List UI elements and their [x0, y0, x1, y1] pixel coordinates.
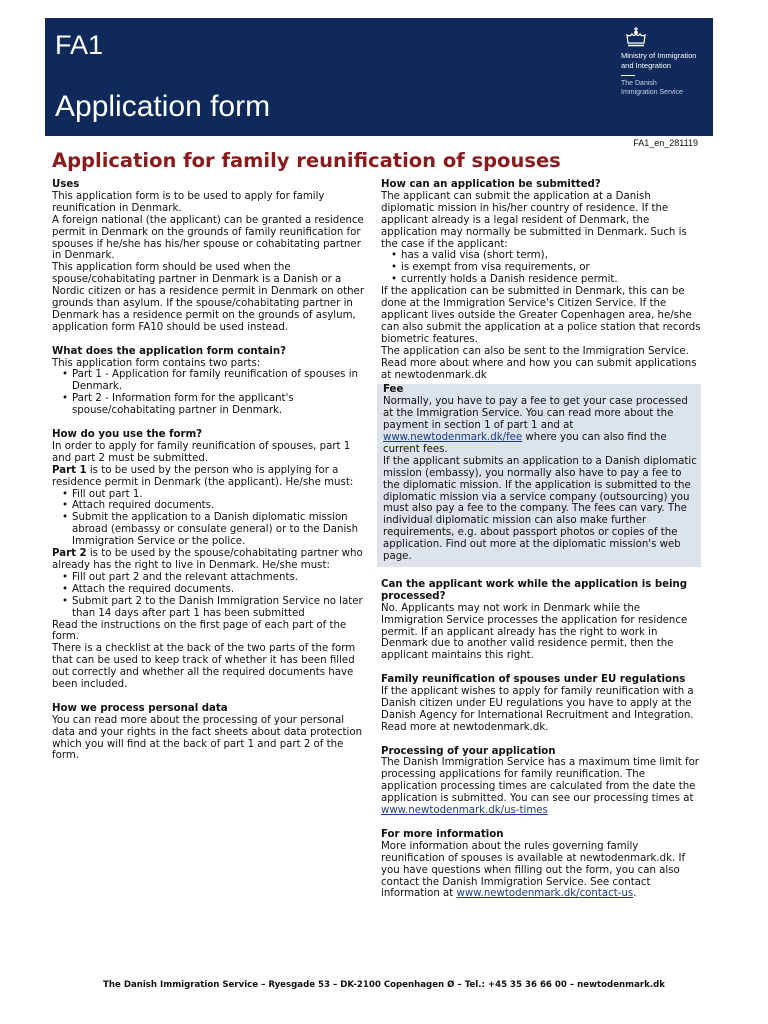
use-heading: How do you use the form? — [52, 429, 203, 440]
part1-text: is to be used by the person who is applying for a residence permit in Denmark (the applicant). He/she must: — [52, 464, 354, 488]
work-heading: Can the applicant work while the application is being processed? — [381, 578, 688, 602]
personal-data-paragraph: You can read more about the processing of your personal data and your rights in the fact sheets about data protection which you will find at the back of part 1 and part 2 of the form. — [52, 714, 363, 762]
list-item: • Part 2 - Information form for the applicant's spouse/cohabitating partner in Denmark. — [62, 393, 368, 417]
more-info-text: More information about the rules governing family reunification of spouses is available at newtodenmark.dk. If you have questions when filling out the form, you can also contact the Danish Immigration Service. See contact information at — [381, 840, 686, 900]
list-item: • currently holds a Danish residence permit. — [391, 274, 701, 286]
list-item: • Fill out part 1. — [62, 489, 368, 501]
form-code: FA1 — [55, 30, 104, 60]
eu-heading: Family reunification of spouses under EU regulations — [381, 674, 686, 686]
fee-paragraph-1 — [383, 396, 697, 456]
checklist-paragraph: There is a checklist at the back of the two parts of the form that can be used to keep track of whether it has been filled out correctly and whether all the required documents have been included. — [52, 643, 356, 691]
uses-paragraph-1: This application form is to be used to apply for family reunification in Denmark. — [52, 190, 325, 214]
contain-intro: This application form contains two parts: — [52, 357, 261, 369]
fee-paragraph-2: If the applicant submits an application to a Danish diplomatic mission (embassy), you normally also have to pay a fee to the diplomatic mission. If the application is submitted to the diplomatic mission via a service company (outsourcing) you must also pay a fee to the company. The fees can vary. The individual diplomatic mission can also make further requirements, e.g. about passport photos or copies of the application. Find out more at the diplomatic mission's web page. — [383, 455, 697, 563]
part2-text: is to be used by the spouse/cohabitating partner who already has the right to live in Denmark. He/she must: — [52, 548, 363, 571]
work-paragraph: No. Applicants may not work in Denmark while the Immigration Service processes the application for residence permit. If an applicant already has the right to work in Denmark due to another valid residence permit, then the applicant maintains this right. — [381, 602, 688, 662]
list-item: • Fill out part 2 and the relevant attachments. — [62, 572, 368, 584]
left-column — [52, 179, 368, 762]
part2-lead: Part 2 — [52, 548, 87, 560]
processing-times-link[interactable]: www.newtodenmark.dk/us-times — [381, 805, 548, 817]
personal-data-heading: How we process personal data — [52, 702, 228, 714]
contain-list — [52, 369, 368, 417]
right-column — [381, 179, 701, 900]
contact-us-link[interactable]: www.newtodenmark.dk/contact-us — [456, 888, 634, 900]
submit-paragraph-1: The applicant can submit the application at a Danish diplomatic mission in his/her country of residence. If the applicant already is a legal resident of Denmark, the application may normally be submitted in Denmark. Such is the case if the applicant: — [381, 190, 687, 250]
crown-icon — [625, 26, 647, 48]
service-name-line2: Immigration Service — [621, 89, 683, 96]
ministry-name-line1: Ministry of Immigration — [621, 51, 697, 60]
processing-heading: Processing of your application — [381, 745, 556, 757]
processing-text: The Danish Immigration Service has a maximum time limit for processing applications for family reunification. The application processing times are calculated from the date the application is submitted. You can see our processing times at — [381, 757, 699, 805]
header-banner — [45, 18, 713, 136]
use-paragraph: In order to apply for family reunification of spouses, part 1 and part 2 must be submitted. — [52, 440, 351, 464]
fee-box — [377, 384, 701, 567]
ministry-logo — [621, 26, 713, 97]
document-reference: FA1_en_281119 — [633, 138, 698, 148]
part2-paragraph — [52, 548, 368, 572]
more-info-heading: For more information — [381, 828, 504, 840]
more-info-paragraph — [381, 841, 701, 901]
fee-text: Normally, you have to pay a fee to get your case processed at the Immigration Service. You can read more about the payment in section 1 of part 1 and at — [383, 396, 688, 432]
processing-paragraph — [381, 757, 701, 817]
part1-paragraph — [52, 465, 368, 489]
submit-paragraph-2: If the application can be submitted in Denmark, this can be done at the Immigration Service's Citizen Service. If the applicant lives outside the Greater Copenhagen area, he/she can also submit the application at a police station that records biometric features. — [381, 286, 701, 345]
list-item: • Submit part 2 to the Danish Immigration Service no later than 14 days after part 1 has been submitted — [62, 596, 368, 620]
ministry-name-line2: and Integration — [621, 61, 672, 70]
fee-text: where you can also find the current fees. — [383, 432, 667, 455]
eu-paragraph: If the applicant wishes to apply for family reunification with a Danish citizen under EU regulations you have to apply at the Danish Agency for International Recruitment and Integration. Read more at newtodenmark.dk. — [381, 686, 694, 733]
page-title: Application for family reunification of spouses — [52, 149, 561, 172]
submit-list — [381, 250, 701, 286]
uses-paragraph-3: This application form should be used when the spouse/cohabitating partner in Denmark is a Danish or a Nordic citizen or has a residence permit in Denmark on other grounds than asylum. If the spouse/cohabitating partner in Denmark has a residence permit on the grounds of asylum, application form FA10 should be used instead. — [52, 262, 365, 333]
contain-heading: What does the application form contain? — [52, 345, 286, 357]
instructions-paragraph: Read the instructions on the first page of each part of the form. — [52, 619, 347, 643]
page-footer: The Danish Immigration Service – Ryesgade 53 – DK-2100 Copenhagen Ø – Tel.: +45 35 36 66 00 – newtodenmark.dk — [103, 980, 665, 990]
list-item: • Attach required documents. — [62, 500, 368, 512]
logo-divider — [621, 75, 635, 76]
part2-list — [52, 572, 368, 620]
uses-heading: Uses — [52, 179, 80, 190]
submit-paragraph-3: The application can also be sent to the Immigration Service. Read more about where and how you can submit applications at newtodenmark.dk — [381, 345, 697, 381]
list-item: • is exempt from visa requirements, or — [391, 262, 701, 274]
fee-link[interactable]: www.newtodenmark.dk/fee — [383, 432, 523, 444]
list-item: • has a valid visa (short term), — [391, 250, 701, 262]
part1-lead: Part 1 — [52, 464, 87, 476]
service-name-line1: The Danish — [621, 80, 657, 87]
uses-paragraph-2: A foreign national (the applicant) can be granted a residence permit in Denmark on the grounds of family reunification for spouses if he/she has his/her spouse or cohabitating partner in Denmark. — [52, 214, 364, 262]
part1-list — [52, 489, 368, 549]
list-item: • Submit the application to a Danish diplomatic mission abroad (embassy or consulate general) or to the Danish Immigration Service or the police. — [62, 512, 368, 548]
list-item: • Attach the required documents. — [62, 584, 368, 596]
more-info-end: . — [633, 888, 637, 900]
list-item: • Part 1 - Application for family reunification of spouses in Denmark. — [62, 369, 368, 393]
fee-heading: Fee — [383, 384, 404, 396]
form-title: Application form — [55, 90, 271, 123]
submit-heading: How can an application be submitted? — [381, 179, 601, 190]
